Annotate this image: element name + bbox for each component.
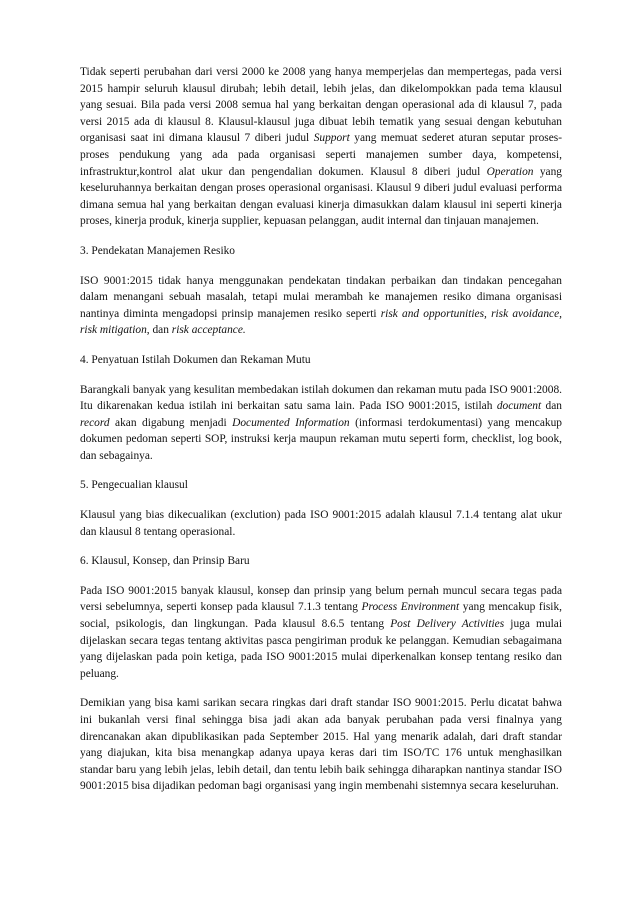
paragraph-conclusion: [80, 695, 562, 795]
italic-term: Process Environment: [361, 601, 460, 614]
paragraph-risk-management: [80, 273, 562, 339]
italic-term: Support: [313, 132, 350, 145]
text-segment: Pada ISO 9001:2015 banyak klausul, konsep dan prinsip yang belum pernah muncul secara tegas pada versi sebelumnya, seperti konsep pada klausul 7.1.3 tentang: [80, 584, 562, 614]
text-segment: 4. Penyatuan Istilah Dokumen dan Rekaman Mutu: [80, 353, 311, 366]
paragraph-new-concepts: [80, 583, 562, 683]
text-segment: Klausul yang bias dikecualikan (exclution) pada ISO 9001:2015 adalah klausul 7.1.4 tentang alat ukur dan klausul 8 tentang operasional.: [80, 509, 562, 538]
text-segment: yang memuat sederet aturan seputar proses-proses pendukung yang ada pada organisasi seperti manajemen sumber daya, kompetensi, infrastruktur,kontrol alat ukur dan pengendalian dokumen. Klausul 8 diberi judul: [80, 132, 562, 178]
italic-term: document: [496, 400, 542, 413]
document-page: [80, 64, 562, 808]
text-segment: Demikian yang bisa kami sarikan secara ringkas dari draft standar ISO 9001:2015. Perlu dicatat bahwa ini bukanlah versi final sehingga bisa jadi akan ada banyak perubahan pada versi finalnya yang direncanakan akan dipublikasikan pada September 2015. Hal yang menarik adalah, dari draft standar yang diajukan, kita bisa menangkap adanya upaya keras dari tim ISO/TC 176 untuk menghasilkan standar baru yang lebih jelas, lebih detail, dan tentu lebih baik sehingga diharapkan nantinya standar ISO 9001:2015 bisa dijadikan pedoman bagi organisasi yang ingin membenahi sistemnya secara keseluruhan.: [80, 697, 562, 793]
italic-term: risk acceptance.: [171, 324, 246, 337]
text-segment: dan: [541, 400, 562, 413]
paragraph-document-records: [80, 382, 562, 465]
italic-term: risk and opportunities, risk avoidance, risk mitigation: [80, 307, 563, 337]
text-segment: 5. Pengecualian klausul: [80, 479, 188, 492]
text-segment: ISO 9001:2015 tidak hanya menggunakan pendekatan tindakan perbaikan dan tindakan pencegahan dalam menangani sebuah masalah, tetapi mulai merambah ke manajemen resiko dimana organisasi nantinya diminta mengadopsi prinsip manajemen resiko seperti: [80, 274, 562, 320]
text-segment: , dan: [146, 324, 172, 337]
text-segment: Barangkali banyak yang kesulitan membedakan istilah dokumen dan rekaman mutu pada ISO 9001:2008. Itu dikarenakan kedua istilah ini berkaitan satu sama lain. Pada ISO 9001:2015, istilah: [80, 383, 562, 413]
italic-term: record: [80, 416, 110, 429]
text-segment: yang keseluruhannya berkaitan dengan proses operasional organisasi. Klausul 9 diberi judul evaluasi performa dimana semua hal yang berkaitan dengan evaluasi kinerja dimasukkan dalam klausul ini seperti kinerja proses, kinerja produk, kinerja supplier, kepuasan pelanggan, audit internal dan tinjauan manajemen.: [80, 165, 562, 228]
text-segment: juga mulai dijelaskan secara tegas tentang aktivitas pasca pengiriman produk ke pelanggan. Kemudian sebagaimana yang dijelaskan pada poin ketiga, pada ISO 9001:2015 mulai diperkenalkan konsep tentang resiko dan peluang.: [80, 618, 562, 680]
text-segment: yang mencakup fisik, social, psikologis, dan lingkungan. Pada klausul 8.6.5 tentang: [80, 601, 563, 631]
paragraph-exclusion: [80, 507, 562, 540]
text-segment: Tidak seperti perubahan dari versi 2000 ke 2008 yang hanya memperjelas dan mempertegas, pada versi 2015 hampir seluruh klausul dirubah; lebih detail, lebih jelas, dan dikelompokkan pada tema klausul yang sesuai. Bila pada versi 2008 semua hal yang berkaitan dengan operasional ada di klausul 7, pada versi 2015 ada di klausul 8. Klausul-klausul juga dibuat lebih tematik yang sesuai dengan kebutuhan organisasi saat ini dimana klausul 7 diberi judul: [80, 66, 562, 145]
italic-term: Operation: [486, 165, 534, 178]
paragraph-version-changes: [80, 64, 562, 230]
text-segment: (informasi terdokumentasi) yang mencakup dokumen pedoman seperti SOP, instruksi kerja maupun rekaman mutu seperti form, checklist, log book, dan sebagainya.: [80, 416, 562, 462]
heading-new-concepts: [80, 553, 562, 570]
heading-exclusion: [80, 477, 562, 494]
text-segment: 6. Klausul, Konsep, dan Prinsip Baru: [80, 555, 250, 568]
italic-term: Post Delivery Activities: [390, 618, 505, 631]
heading-risk-management: [80, 243, 562, 260]
text-segment: akan digabung menjadi: [109, 416, 233, 429]
heading-document-records: [80, 352, 562, 369]
italic-term: Documented Information: [232, 416, 350, 429]
text-segment: 3. Pendekatan Manajemen Resiko: [80, 244, 235, 257]
